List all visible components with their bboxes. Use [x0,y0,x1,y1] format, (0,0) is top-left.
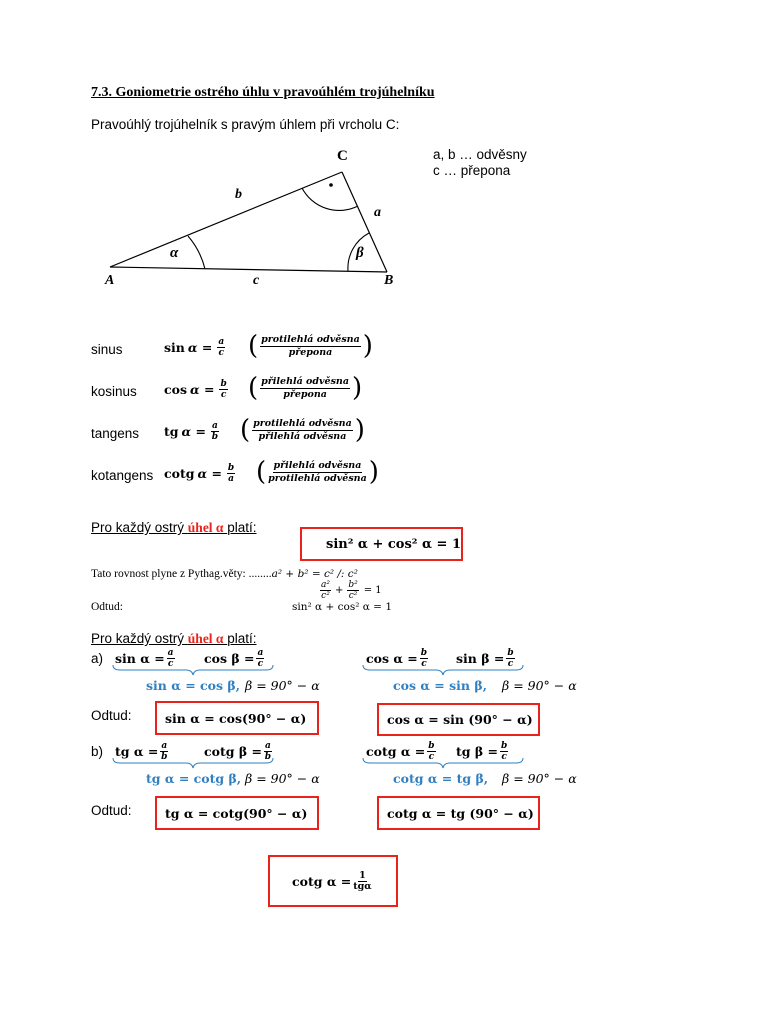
part-b-left-brace [112,757,274,769]
part-b-left-blue: tg α = cotg β, [146,771,242,786]
eq2-den1: c² [321,591,330,601]
rule1-prefix: Pro každý ostrý [91,520,185,535]
pythag-eq1: a² + b² = c² /: c² [271,568,358,580]
rule2-text [91,631,257,647]
final-lhs: cotg α = [292,873,352,889]
eq2-den2: c² [348,591,358,601]
definition-func: cos [164,382,187,397]
definition-num: a [218,337,225,347]
vertex-c-label: C [337,148,348,164]
right-angle-dot [329,183,333,187]
definition-alpha: α = [181,424,206,439]
part-a-left-f2-num: a [257,648,264,658]
cotg-reciprocal-box [268,855,398,907]
side-c-label: c [253,273,260,288]
definition-name: sinus [91,342,123,357]
right-triangle-diagram [90,140,420,295]
definition-den: c [218,348,224,358]
definition-explanation-num: protilehlá odvěsna [253,417,352,429]
part-b-left-f1-num: a [161,741,168,751]
definition-explanation: ( $\frac{\text{protilehlá odvěsna}}{\text{přepona}}$ ) [248,331,373,361]
part-a-box-right-formula: cos α = sin (90° − α) [387,712,533,727]
part-b-left-f2-lhs: cotg β = [204,744,262,759]
definition-func: cotg [164,466,195,481]
part-a-right-brace [362,664,524,676]
definition-name: kosinus [91,384,137,399]
part-b-left-f2-den: b [264,752,272,762]
part-b-right-blue: cotg α = tg β, [393,771,489,786]
eq2-rhs: = 1 [363,585,382,596]
rule2-prefix: Pro každý ostrý [91,631,185,646]
part-a-left-brace [112,664,274,676]
part-b-left-f1-den: b [161,752,168,762]
page-title: 7.3. Goniometrie ostrého úhlu v pravoúhlém trojúhelníku [91,85,435,100]
definition-explanation-den: přepona [283,388,327,400]
definition-num: a [211,421,218,431]
legend-legs: a, b … odvěsny [433,147,527,162]
definition-formula [164,463,237,484]
definition-explanation: ( $\frac{\text{přilehlá odvěsna}}{\text{přepona}}$ ) [248,373,363,403]
legend-hypotenuse: c … přepona [433,163,511,178]
part-a-label: a) [91,651,104,666]
definition-explanation: ( $\frac{\text{protilehlá odvěsna}}{\text{přilehlá odvěsna}}$ ) [240,415,365,445]
part-b-left-f2-num: a [264,741,271,751]
rule2-suffix: platí: [227,631,257,646]
part-b-left-f1-lhs: tg α = [115,744,159,759]
definition-explanation-num: přilehlá odvěsna [273,459,362,471]
definition-num: b [220,379,227,389]
angle-alpha-label: α [170,245,179,261]
definition-alpha: α = [190,382,215,397]
part-b-label: b) [91,744,104,759]
part-b-right-f2-num: b [501,741,508,751]
part-a-left-blue: sin α = cos β, [146,678,241,693]
eq2-num1: a² [321,580,330,590]
part-b-odtud: Odtud: [91,803,132,818]
pythagorean-identity: sin² α + cos² α = 1 [326,536,461,552]
part-a-box-left [155,701,319,735]
part-a-right-f1-lhs: cos α = [366,651,418,666]
part-a-right-f1-den: c [421,659,427,669]
definition-explanation-den: přepona [288,346,333,358]
angle-beta-label: β [356,245,364,261]
part-a-odtud: Odtud: [91,708,132,723]
pythagorean-identity-box [300,527,463,561]
right-angle-arc [302,188,358,210]
part-a-left-f2-den: c [257,659,264,669]
part-a-right-angle: β = 90° − α [502,678,577,693]
eq2-num2: b² [348,580,358,590]
definition-alpha: α = [187,340,213,355]
part-b-right-brace [362,757,524,769]
part-b-right-f2-lhs: tg β = [456,744,498,759]
part-a-right-f2-den: c [507,659,514,669]
rule1-highlight: úhel α [187,520,224,535]
part-a-box-left-formula: sin α = cos(90° − α) [165,710,307,726]
definition-formula [164,337,227,358]
part-a-right-f2-lhs: sin β = [456,651,505,666]
definition-formula [164,421,221,442]
definition-alpha: α = [197,466,222,481]
definition-func: sin [164,340,185,355]
part-a-right-f2-num: b [507,648,514,658]
part-b-right-f2-den: c [501,752,507,762]
pythag-intro: Tato rovnost plyne z Pythag.věty: ........ [91,568,272,580]
rule1-text [91,520,257,536]
final-den: tgα [353,880,372,892]
definition-den: c [220,390,227,400]
part-b-left-angle: β = 90° − α [245,771,320,786]
definition-explanation-den: protilehlá odvěsna [268,472,367,484]
part-a-right-blue: cos α = sin β, [393,678,488,693]
part-a-box-right [377,703,540,736]
vertex-b-label: B [384,273,394,288]
final-num: 1 [359,869,366,881]
part-b-box-left-formula: tg α = cotg(90° − α) [165,805,308,821]
part-a-left-f2-lhs: cos β = [204,651,255,666]
part-a-left-angle: β = 90° − α [245,678,320,693]
side-a-line [342,172,387,272]
definition-explanation-num: protilehlá odvěsna [261,333,360,345]
alpha-arc [188,236,205,269]
pythag-text [91,568,358,580]
rule2-highlight: úhel α [187,631,224,646]
definition-explanation-den: přilehlá odvěsna [258,430,347,442]
part-b-box-right [377,796,540,830]
pythag-eq3: sin² α + cos² α = 1 [292,601,393,613]
definition-den: a [228,474,234,484]
part-a-left-f1-lhs: sin α = [115,651,165,666]
part-b-right-f1-lhs: cotg α = [366,744,426,759]
definition-name: tangens [91,426,140,441]
part-b-box-right-formula: cotg α = tg (90° − α) [387,805,534,821]
side-b-line [110,172,342,267]
side-a-label: a [374,205,381,220]
part-b-right-angle: β = 90° − α [502,771,577,786]
part-b-right-f1-num: b [428,741,435,751]
pythag-odtud: Odtud: [91,601,123,613]
definition-func: tg [164,424,179,439]
part-a-left-f1-den: c [167,659,174,669]
definition-den: b [211,432,219,442]
definition-formula [164,379,230,400]
side-c-line [110,267,387,272]
part-b-box-left [155,796,319,830]
definition-name: kotangens [91,468,154,483]
part-a-left-f1-num: a [167,648,174,658]
definition-explanation-num: přilehlá odvěsna [261,375,349,387]
part-b-right-f1-den: c [428,752,435,762]
part-a-right-f1-num: b [420,648,428,658]
side-b-label: b [235,187,242,202]
rule1-suffix: platí: [227,520,257,535]
intro-text: Pravoúhlý trojúhelník s pravým úhlem při vrcholu C: [91,117,400,132]
vertex-a-label: A [105,273,115,288]
pythag-eq2: $\frac{\text{a²}}{\text{c²}}$ + $\frac{\text{b²}}{\text{c²}}$ = 1 [321,580,382,601]
definition-explanation: ( $\frac{\text{přilehlá odvěsna}}{\text{protilehlá odvěsna}}$ ) [256,457,379,487]
definition-num: b [227,463,235,473]
